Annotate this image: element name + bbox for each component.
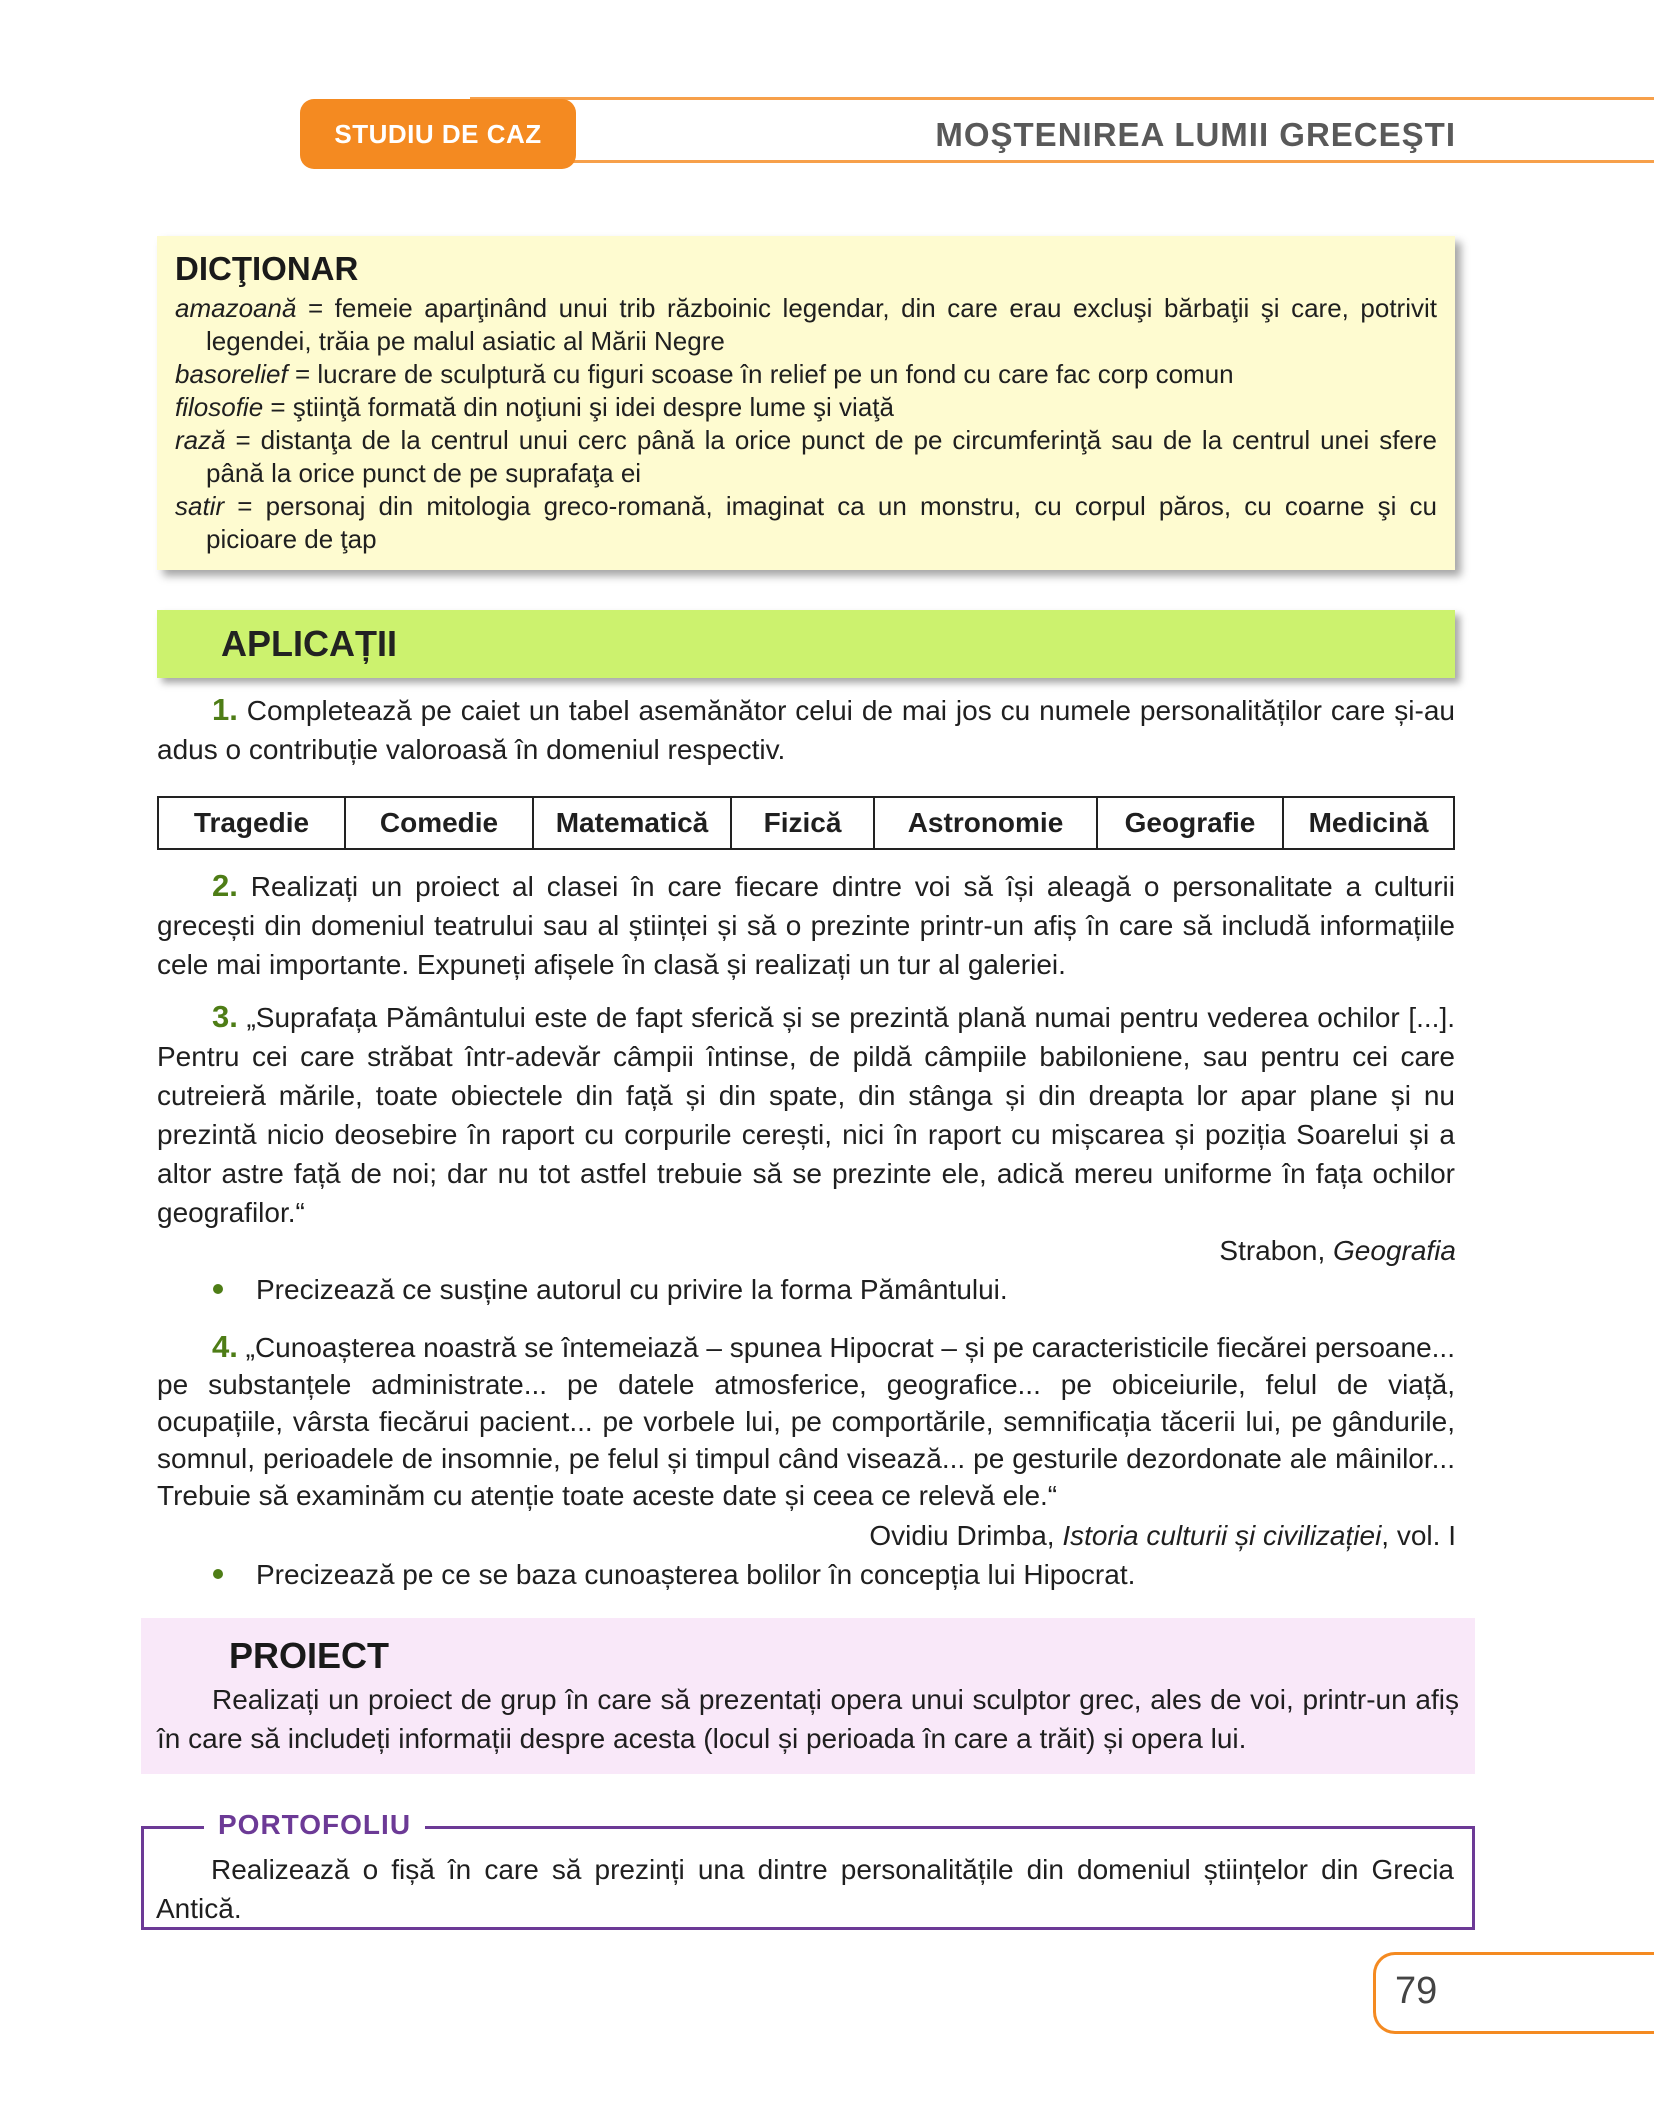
dictionary-entry: basorelief = lucrare de sculptură cu figuri scoase în relief pe un fond cu care fac corp comun: [175, 359, 1234, 389]
task-bullet: Precizează pe ce se baza cunoașterea bolilor în concepția lui Hipocrat.: [256, 1559, 1136, 1590]
project-title: PROIECT: [229, 1635, 390, 1676]
table-header-cell: Tragedie: [158, 797, 345, 849]
question-2: 2. Realizați un proiect al clasei în care fiecare dintre voi să își aleagă o personalitate a culturii grecești din domeniul teatrului sau al științei și să o prezinte printr-un afiș în care să includă informațiile cele mai importante. Expuneți afișele în clasă și realizați un tur al galeriei.: [157, 868, 1455, 980]
dictionary-box: [157, 236, 1455, 570]
question-1: 1. Completează pe caiet un tabel asemănător celui de mai jos cu numele personalităților care și-au adus o contribuție valoroasă în domeniul respectiv.: [157, 692, 1455, 765]
section-tab: STUDIU DE CAZ: [300, 99, 576, 169]
quote-source: Strabon, Geografia: [1219, 1235, 1456, 1266]
portfolio-text: Realizează o fișă în care să prezinți una dintre personalitățile din domeniul științelor din Grecia Antică.: [156, 1854, 1454, 1924]
question-4: 4. „Cunoașterea noastră se întemeiază – spunea Hipocrat – și pe caracteristicile fiecărei persoane... pe substanțele administrate... pe datele atmosferice, geografice... pe obiceiurile, felul de viață, ocupațiile, vârsta fiecărui pacient... pe vorbele lui, pe comportările, semnificația tăcerii lui, pe gândurile, somnul, perioadele de insomnie, pe felul și timpul când visează... pe gesturile dezordonate ale mâinilor... Trebuie să examinăm cu atenție toate aceste date și ceea ce relevă ele.“: [157, 1329, 1455, 1511]
table-header-cell: Medicină: [1283, 797, 1454, 849]
question-3: 3. „Suprafața Pământului este de fapt sferică și se prezintă plană numai pentru vederea ochilor [...]. Pentru cei care străbat într-adevăr câmpii întinse, de pildă câmpiile babiloniene, sau pentru cei care cutreieră mările, toate obiectele din față și din spate, din stânga și din dreapta lor apar plane și nu prezintă nicio deosebire în raport cu corpurile cerești, nici în raport cu mișcarea și poziția Soarelui și a altor astre față de noi; dar nu tot astfel trebuie să se prezinte ele, adică mereu uniforme în fața ochilor geografilor.“: [157, 999, 1455, 1228]
dictionary-entry: rază = distanţa de la centrul unui cerc până la orice punct de pe circumferinţă sau de la centrul unei sfere până la orice punct de pe suprafaţa ei: [175, 425, 1437, 488]
dictionary-entry: filosofie = ştiinţă formată din noţiuni şi idei despre lume şi viaţă: [175, 392, 894, 422]
table-header-cell: Matematică: [533, 797, 731, 849]
portfolio-title: PORTOFOLIU: [204, 1809, 425, 1841]
project-box: [141, 1618, 1475, 1774]
applications-heading: APLICAȚII: [157, 610, 1455, 678]
domains-table: [157, 796, 1455, 850]
dictionary-title: DICŢIONAR: [175, 250, 359, 287]
table-header-cell: Astronomie: [874, 797, 1097, 849]
dictionary-entry: satir = personaj din mitologia greco-romană, imaginat ca un monstru, cu corpul păros, cu coarne şi cu picioare de ţap: [175, 491, 1437, 554]
quote-source: Ovidiu Drimba, Istoria culturii și civilizației, vol. I: [869, 1520, 1456, 1551]
table-header-cell: Geografie: [1097, 797, 1283, 849]
table-header-cell: Comedie: [345, 797, 533, 849]
page-number: 79: [1395, 1970, 1438, 2012]
bullet-icon: [213, 1569, 223, 1579]
table-header-cell: Fizică: [731, 797, 874, 849]
chapter-title: MOŞTENIREA LUMII GRECEŞTI: [935, 116, 1456, 153]
table-row: [158, 797, 1454, 849]
dictionary-entry: amazoană = femeie aparţinând unui trib războinic legendar, din care erau excluşi bărbaţii şi care, potrivit legendei, trăia pe malul asiatic al Mării Negre: [175, 293, 1437, 356]
project-text: Realizați un proiect de grup în care să prezentați opera unui sculptor grec, ales de voi, printr-un afiș în care să includeți informații despre acesta (locul și perioada în care a trăit) și opera lui.: [157, 1684, 1459, 1754]
task-bullet: Precizează ce susține autorul cu privire la forma Pământului.: [256, 1274, 1008, 1305]
bullet-icon: [213, 1284, 223, 1294]
